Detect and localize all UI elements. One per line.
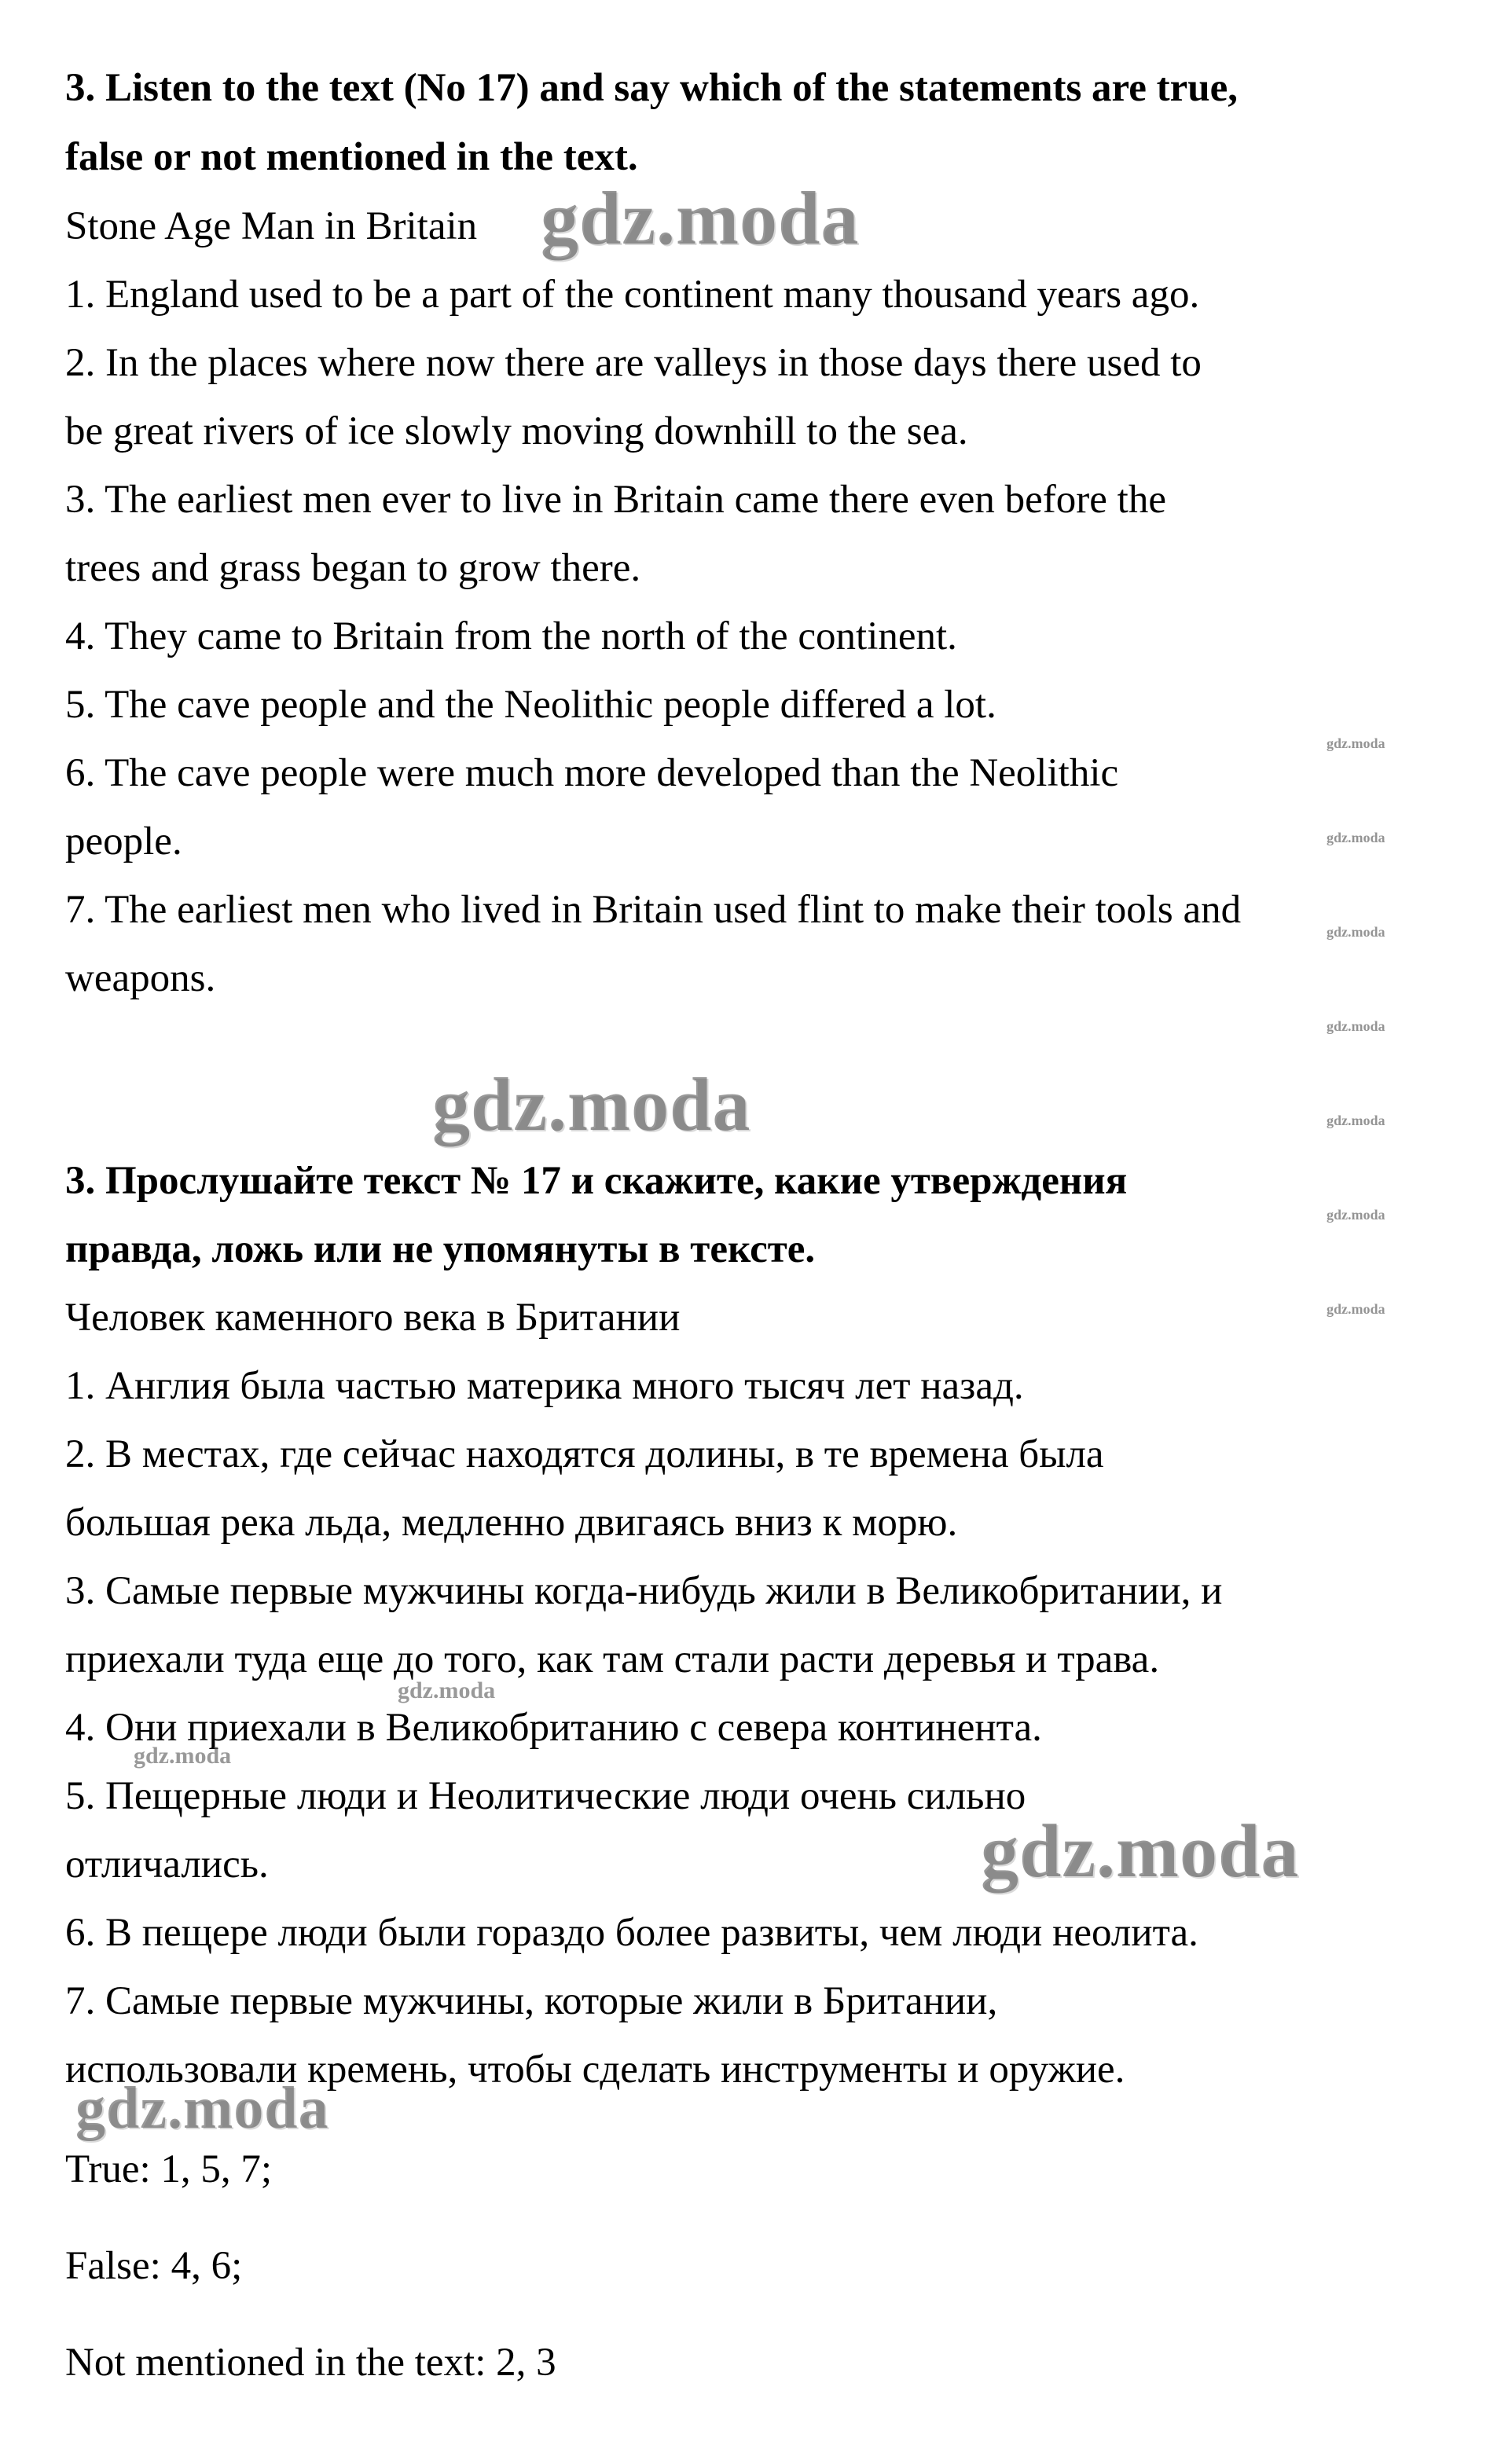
russian-subtitle: Человек каменного века в Британии [65,1296,681,1340]
english-line: 1. England used to be a part of the continent many thousand years ago. [65,273,1200,317]
watermark-logo: gdz.moda [1327,735,1385,751]
watermark-logo: gdz.moda [1327,830,1385,845]
russian-line: 1. Англия была частью материка много тысяч лет назад. [65,1364,1024,1408]
watermark-logo: gdz.moda [134,1743,232,1769]
english-line: 2. In the places where now there are valleys in those days there used to [65,341,1202,385]
russian-line: приехали туда еще до того, как там стали расти деревья и трава. [65,1637,1160,1681]
russian-line: 4. Они приехали в Великобританию с севера континента. [65,1706,1042,1750]
russian-heading-line-2: правда, ложь или не упомянуты в тексте. [65,1227,816,1271]
russian-line: большая река льда, медленно двигаясь вниз к морю. [65,1501,958,1545]
watermark-logo: gdz.moda [1327,1113,1385,1128]
english-line: trees and grass began to grow there. [65,546,641,590]
watermark-logo: gdz.moda [432,1062,751,1146]
english-line: 5. The cave people and the Neolithic people differed a lot. [65,683,996,727]
english-line: people. [65,820,182,864]
english-line: 4. They came to Britain from the north of the continent. [65,614,957,658]
russian-line: 5. Пещерные люди и Неолитические люди очень сильно [65,1774,1026,1818]
watermark-logo: gdz.moda [1327,924,1385,940]
watermark-logo: gdz.moda [398,1678,496,1703]
answer-false: False: 4, 6; [65,2244,243,2288]
english-heading-line-2: false or not mentioned in the text. [65,135,638,179]
english-line: 6. The cave people were much more developed than the Neolithic [65,751,1119,795]
english-heading-line-1: 3. Listen to the text (No 17) and say which of the statements are true, [65,66,1239,110]
answer-true: True: 1, 5, 7; [65,2147,273,2191]
russian-line: 2. В местах, где сейчас находятся долины, в те времена была [65,1432,1104,1476]
watermark-logo: gdz.moda [1327,1301,1385,1317]
russian-line: 6. В пещере люди были гораздо более развиты, чем люди неолита. [65,1911,1198,1955]
english-line: weapons. [65,956,216,1000]
russian-line: 7. Самые первые мужчины, которые жили в Британии, [65,1979,998,2023]
answer-not-mentioned: Not mentioned in the text: 2, 3 [65,2341,556,2385]
russian-line: 3. Самые первые мужчины когда-нибудь жили в Великобритании, и [65,1569,1223,1613]
watermark-logo: gdz.moda [1327,1207,1385,1223]
watermark-logo: gdz.moda [75,2075,329,2141]
watermark-logo: gdz.moda [1327,1018,1385,1034]
english-subtitle: Stone Age Man in Britain [65,204,478,248]
english-line: 3. The earliest men ever to live in Britain came there even before the [65,478,1166,522]
watermark-logo: gdz.moda [981,1809,1300,1893]
russian-line: использовали кремень, чтобы сделать инструменты и оружие. [65,2048,1125,2092]
russian-heading-line-1: 3. Прослушайте текст № 17 и скажите, какие утверждения [65,1159,1128,1203]
english-line: be great rivers of ice slowly moving downhill to the sea. [65,409,968,453]
english-line: 7. The earliest men who lived in Britain used flint to make their tools and [65,888,1242,932]
russian-line: отличались. [65,1842,269,1886]
watermark-logo: gdz.moda [541,176,860,260]
